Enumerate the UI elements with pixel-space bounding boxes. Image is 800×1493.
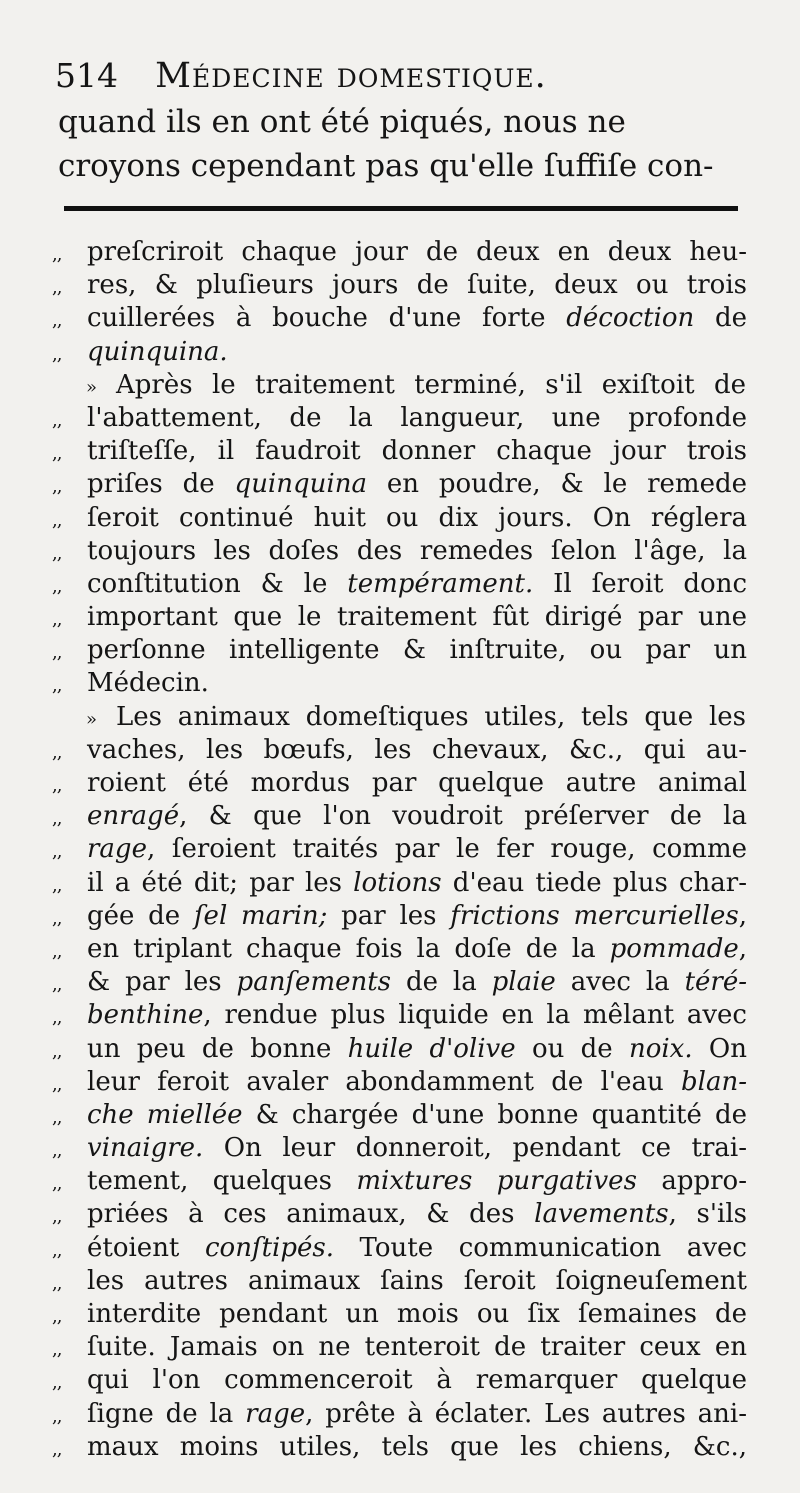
line-text: important que le traitement fût dirigé par une <box>87 602 747 633</box>
text-line <box>0 999 800 1032</box>
quote-marker: ,, <box>52 1405 62 1427</box>
line-text: priées à ces animaux, & des lavements, s'ils <box>87 1199 747 1230</box>
italic-term: pommade <box>609 933 739 964</box>
text-line <box>0 468 800 501</box>
text-line <box>0 1364 800 1397</box>
line-text: priſes de quinquina en poudre, & le remede <box>87 469 747 500</box>
line-text: leur feroit avaler abondamment de l'eau blan- <box>87 1066 747 1097</box>
line-text: étoient conſtipés. Toute communication avec <box>87 1232 747 1263</box>
italic-term: rage <box>245 1398 306 1429</box>
quote-marker: ,, <box>52 542 62 564</box>
line-text: cuillerées à bouche d'une forte décoction de <box>87 303 748 334</box>
preceding-text-line-2: croyons cependant pas qu'elle ſuffiſe con- <box>58 148 714 184</box>
text-line <box>0 933 800 966</box>
line-text: che miellée & chargée d'une bonne quantité de <box>87 1099 747 1130</box>
quote-marker: ,, <box>52 974 62 996</box>
italic-term: noix. <box>628 1033 693 1064</box>
italic-term: conſtipés. <box>204 1232 334 1263</box>
line-text: enragé, & que l'on voudroit préſerver de la <box>87 801 747 832</box>
text-line <box>0 667 800 700</box>
text-line <box>0 867 800 900</box>
line-text: toujours les doſes des remedes ſelon l'âge, la <box>87 535 747 566</box>
line-text: res, & pluſieurs jours de ſuite, deux ou trois <box>87 270 747 301</box>
quote-marker: ,, <box>52 741 62 763</box>
quote-marker: ,, <box>52 476 62 498</box>
text-line <box>0 966 800 999</box>
quote-marker: ,, <box>52 1073 62 1095</box>
quote-marker: ,, <box>52 1106 62 1128</box>
line-text: preſcriroit chaque jour de deux en deux heu- <box>87 237 747 267</box>
text-line <box>0 236 800 269</box>
quote-marker: ,, <box>52 343 62 365</box>
text-line <box>0 502 800 535</box>
italic-term: ſel marin; <box>193 900 328 931</box>
line-text <box>87 336 747 369</box>
quote-marker: ,, <box>52 1206 62 1228</box>
text-line <box>0 1232 800 1265</box>
italic-term: tempérament. <box>347 568 534 599</box>
italic-term: mixtures purgatives <box>356 1166 637 1197</box>
quote-marker: ,, <box>52 874 62 896</box>
quote-marker: ,, <box>52 1173 62 1195</box>
line-text: vaches, les bœufs, les chevaux, &c., qui au- <box>87 734 747 765</box>
quote-marker: ,, <box>52 940 62 962</box>
text-line <box>0 1165 800 1198</box>
italic-term: huile d'olive <box>347 1033 516 1064</box>
quote-marker: ,, <box>52 409 62 431</box>
quote-marker: ,, <box>52 808 62 830</box>
text-line <box>0 601 800 634</box>
text-line <box>0 1398 800 1431</box>
quote-marker: ,, <box>52 443 62 465</box>
quote-marker: ,, <box>52 1339 62 1361</box>
quote-marker: ,, <box>52 575 62 597</box>
line-text: tement, quelques mixtures purgatives appro- <box>87 1166 747 1197</box>
quote-marker: ,, <box>52 310 62 332</box>
text-line <box>0 535 800 568</box>
line-text: ſigne de la rage, prête à éclater. Les autres ani- <box>87 1398 747 1429</box>
quote-marker: ,, <box>52 1306 62 1327</box>
running-title: Médecine domestique. <box>155 56 547 96</box>
line-text: benthine, rendue plus liquide en la mêlant avec <box>87 1000 747 1031</box>
quote-marker: ,, <box>52 1007 62 1029</box>
line-text: ſeroit continué huit ou dix jours. On réglera <box>87 502 747 533</box>
italic-term: quinquina <box>234 469 367 500</box>
quote-marker: » <box>86 708 97 730</box>
text-line <box>0 402 800 435</box>
line-text: les autres animaux ſains ſeroit ſoigneuſement <box>87 1265 747 1296</box>
quote-marker: ,, <box>52 609 62 631</box>
line-text: Les animaux domeſtiques utiles, tels que les <box>116 701 746 732</box>
italic-term: quinquina. <box>87 336 228 367</box>
quote-marker: ,, <box>52 277 62 299</box>
line-text: l'abattement, de la langueur, une profonde <box>87 402 747 433</box>
line-text: un peu de bonne huile d'olive ou de noix. On <box>87 1033 747 1064</box>
italic-term: panſements <box>236 967 392 998</box>
quote-marker: ,, <box>52 509 62 531</box>
text-line <box>0 1033 800 1066</box>
quote-marker: ,, <box>52 675 62 697</box>
line-text: rage, ſeroient traités par le fer rouge, comme <box>87 834 747 865</box>
line-text: triſteſſe, il faudroit donner chaque jour trois <box>87 436 747 467</box>
text-line <box>0 336 800 369</box>
quote-marker: ,, <box>52 1272 62 1294</box>
line-text: il a été dit; par les lotions d'eau tiede plus char- <box>87 867 747 898</box>
text-line <box>0 1298 800 1331</box>
line-text: ſuite. Jamais on ne tenteroit de traiter ceux en <box>87 1332 747 1363</box>
italic-term: che miellée <box>87 1099 243 1130</box>
quote-marker: ,, <box>52 642 62 664</box>
line-text: Après le traitement terminé, s'il exiſtoit de <box>116 369 746 400</box>
line-text: conſtitution & le tempérament. Il ſeroit donc <box>87 568 748 599</box>
text-line <box>0 1132 800 1165</box>
quote-marker: ,, <box>52 775 62 796</box>
italic-term: enragé <box>87 801 180 832</box>
text-line <box>0 900 800 933</box>
line-text: roient été mordus par quelque autre animal <box>87 768 747 798</box>
text-line <box>0 1431 800 1464</box>
italic-term: blan- <box>681 1066 747 1097</box>
text-line <box>0 1331 800 1364</box>
line-text: vinaigre. On leur donneroit, pendant ce trai- <box>87 1133 747 1164</box>
italic-term: plaie <box>491 967 556 998</box>
line-text: Médecin. <box>87 668 209 699</box>
quote-marker: » <box>86 376 97 398</box>
italic-term: benthine <box>87 1000 204 1031</box>
line-text: perſonne intelligente & inſtruite, ou par un <box>87 635 747 666</box>
line-text: maux moins utiles, tels que les chiens, &c., <box>87 1431 747 1462</box>
quote-marker: ,, <box>52 1438 62 1460</box>
text-line <box>0 767 800 800</box>
text-line <box>0 302 800 335</box>
page-number: 514 <box>55 56 118 95</box>
italic-term: décoction <box>566 303 695 334</box>
text-line <box>0 701 800 734</box>
text-line <box>0 1066 800 1099</box>
italic-term: rage <box>87 834 147 865</box>
text-line <box>0 734 800 767</box>
quote-marker: ,, <box>52 1040 62 1062</box>
text-line <box>0 1198 800 1231</box>
quote-marker: ,, <box>52 1372 62 1394</box>
line-text: & par les panſements de la plaie avec la téré- <box>87 967 747 998</box>
quote-marker: ,, <box>52 244 62 265</box>
line-text: en triplant chaque fois la doſe de la pommade, <box>87 933 747 964</box>
text-line <box>0 435 800 468</box>
preceding-text-line-1: quand ils en ont été piqués, nous ne <box>58 104 626 140</box>
italic-term: frictions mercurielles <box>450 900 739 931</box>
text-line <box>0 1099 800 1132</box>
quote-marker: ,, <box>52 1239 62 1261</box>
text-line <box>0 800 800 833</box>
italic-term: lavements <box>534 1199 669 1230</box>
quote-marker: ,, <box>52 907 62 929</box>
text-line <box>0 634 800 667</box>
line-text: interdite pendant un mois ou ſix ſemaines de <box>87 1299 747 1329</box>
quote-marker: ,, <box>52 841 62 863</box>
line-text: qui l'on commenceroit à remarquer quelque <box>87 1365 747 1396</box>
italic-term: lotions <box>353 867 442 898</box>
italic-term: téré- <box>684 967 747 998</box>
italic-term: vinaigre. <box>87 1133 204 1164</box>
quote-marker: ,, <box>52 1140 62 1162</box>
running-head <box>55 52 755 100</box>
text-line <box>0 833 800 866</box>
text-line <box>0 568 800 601</box>
line-text: gée de ſel marin; par les frictions mercurielles, <box>87 900 747 931</box>
text-line <box>0 369 800 402</box>
footnote-separator-rule <box>64 206 738 211</box>
text-line <box>0 1265 800 1298</box>
quoted-footnote-text <box>0 236 800 1464</box>
text-line <box>0 269 800 302</box>
